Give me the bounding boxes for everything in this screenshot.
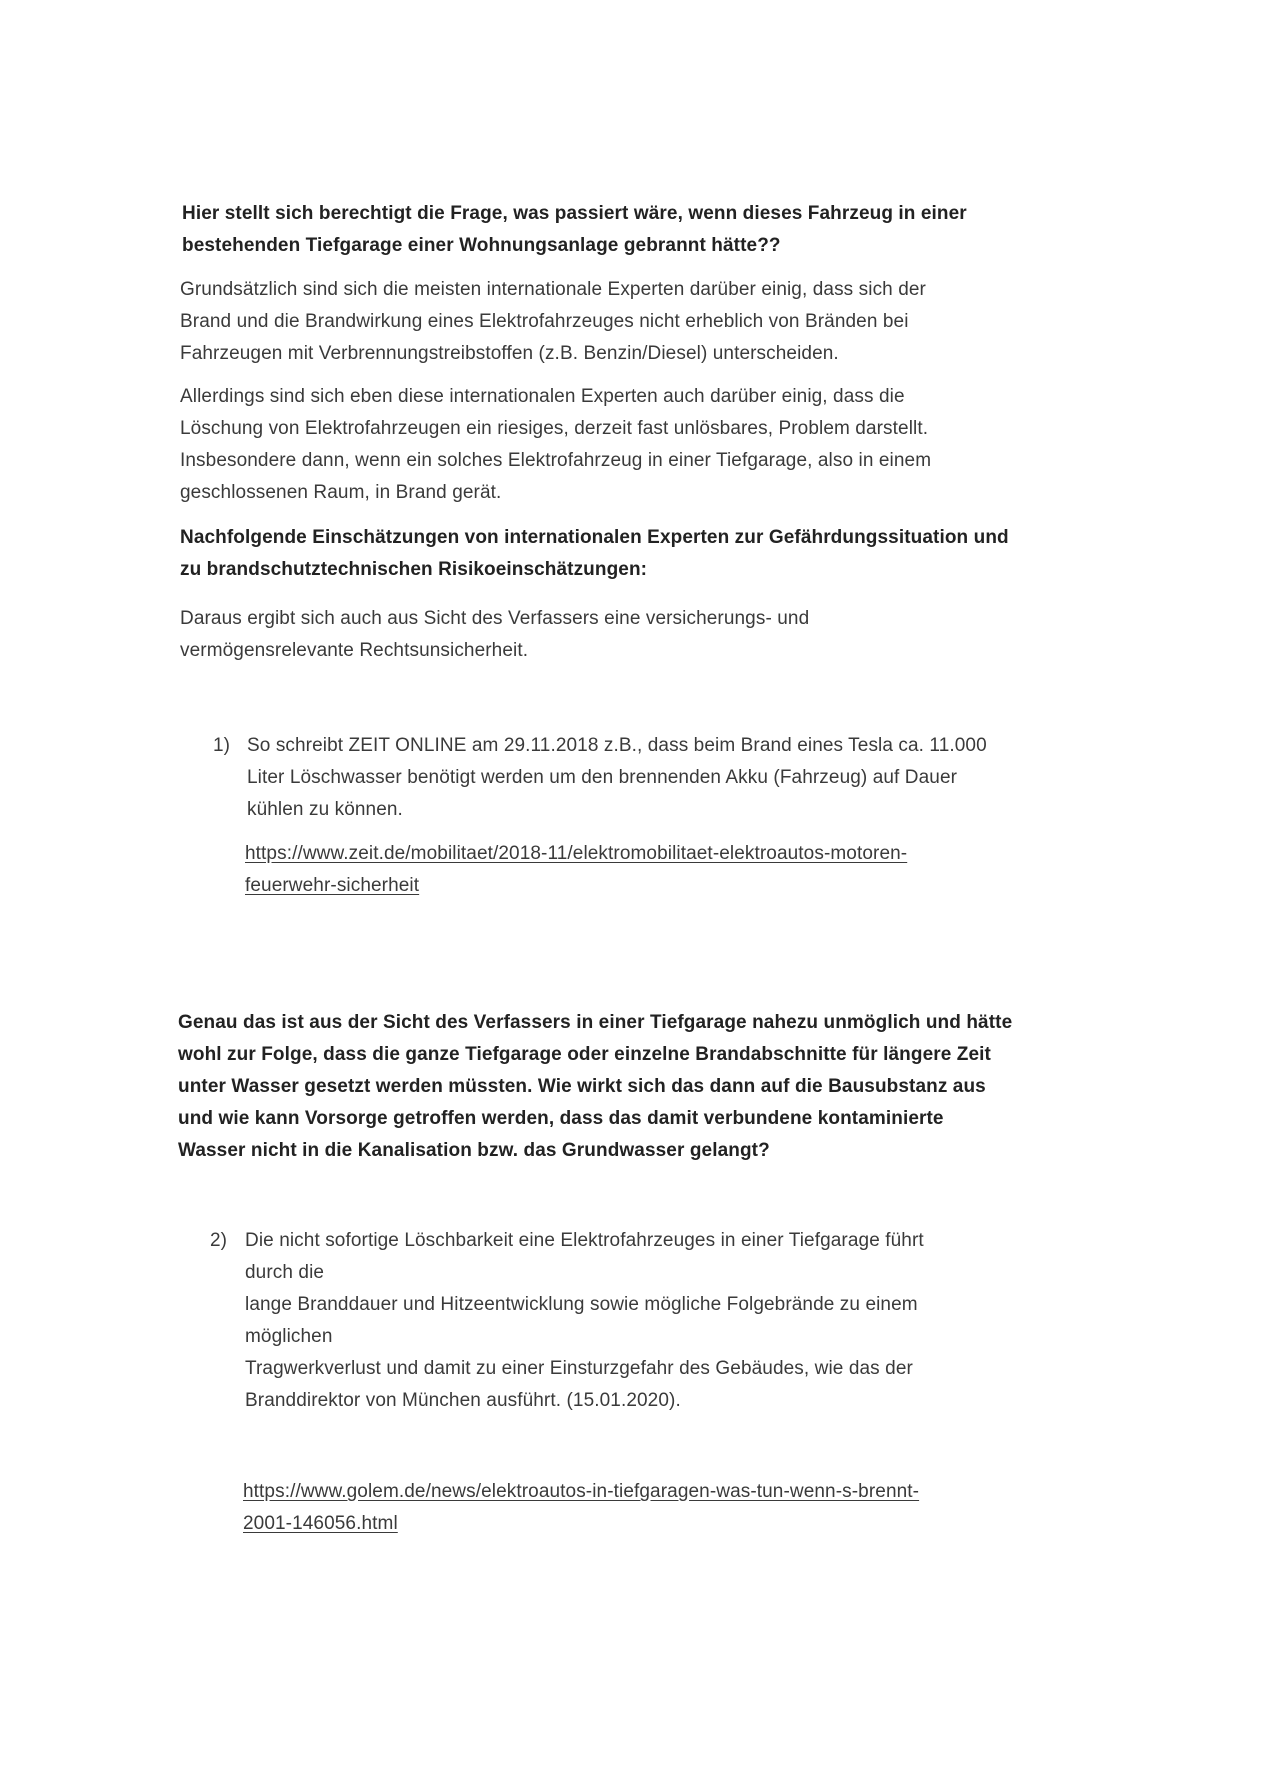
list-item-number: 1) (213, 735, 230, 756)
heading-assessments (180, 522, 1009, 586)
list-item-2 (245, 1225, 924, 1417)
paragraph-line: Löschung von Elektrofahrzeugen ein riesiges, derzeit fast unlösbares, Problem darstellt. (180, 418, 929, 439)
paragraph-line: wohl zur Folge, dass die ganze Tiefgarage oder einzelne Brandabschnitte für längere Zeit (178, 1044, 991, 1065)
golem-link-line[interactable]: 2001-146056.html (243, 1513, 398, 1534)
list-item-line: Branddirektor von München ausführt. (15.01.2020). (245, 1390, 681, 1411)
zeit-link[interactable] (245, 838, 907, 902)
paragraph-experts-agree (180, 274, 926, 370)
list-item-1 (247, 730, 987, 826)
intro-question-line: Hier stellt sich berechtigt die Frage, was passiert wäre, wenn dieses Fahrzeug in einer (182, 203, 967, 224)
list-item-line: Liter Löschwasser benötigt werden um den brennenden Akku (Fahrzeug) auf Dauer (247, 767, 958, 788)
paragraph-legal (180, 603, 809, 667)
intro-question (182, 198, 967, 262)
paragraph-author-view (178, 1007, 1012, 1167)
list-item-line: lange Branddauer und Hitzeentwicklung sowie mögliche Folgebrände zu einem (245, 1294, 918, 1315)
intro-question-line: bestehenden Tiefgarage einer Wohnungsanlage gebrannt hätte?? (182, 235, 781, 256)
list-item-number: 2) (210, 1230, 227, 1251)
golem-link[interactable] (243, 1476, 919, 1540)
heading-line: zu brandschutztechnischen Risikoeinschätzungen: (180, 559, 648, 580)
list-item-line: Tragwerkverlust und damit zu einer Einsturzgefahr des Gebäudes, wie das der (245, 1358, 913, 1379)
list-item-line: durch die (245, 1262, 325, 1283)
list-item-line: möglichen (245, 1326, 333, 1347)
paragraph-line: Insbesondere dann, wenn ein solches Elektrofahrzeug in einer Tiefgarage, also in einem (180, 450, 932, 471)
paragraph-line: geschlossenen Raum, in Brand gerät. (180, 482, 502, 503)
paragraph-line: Allerdings sind sich eben diese internationalen Experten auch darüber einig, dass die (180, 386, 905, 407)
paragraph-line: Brand und die Brandwirkung eines Elektrofahrzeuges nicht erheblich von Bränden bei (180, 311, 909, 332)
paragraph-line: unter Wasser gesetzt werden müssten. Wie wirkt sich das dann auf die Bausubstanz aus (178, 1076, 986, 1097)
paragraph-line: Genau das ist aus der Sicht des Verfassers in einer Tiefgarage nahezu unmöglich und hätte (178, 1012, 1013, 1033)
paragraph-line: Daraus ergibt sich auch aus Sicht des Verfassers eine versicherungs- und (180, 608, 810, 629)
list-item-line: kühlen zu können. (247, 799, 403, 820)
paragraph-line: Grundsätzlich sind sich die meisten internationale Experten darüber einig, dass sich der (180, 279, 926, 300)
zeit-link-line[interactable]: feuerwehr-sicherheit (245, 875, 420, 896)
paragraph-line: Wasser nicht in die Kanalisation bzw. das Grundwasser gelangt? (178, 1140, 770, 1161)
paragraph-line: und wie kann Vorsorge getroffen werden, dass das damit verbundene kontaminierte (178, 1108, 944, 1129)
paragraph-extinguishing (180, 381, 931, 509)
list-item-line: Die nicht sofortige Löschbarkeit eine Elektrofahrzeuges in einer Tiefgarage führt (245, 1230, 924, 1251)
zeit-link-line[interactable]: https://www.zeit.de/mobilitaet/2018-11/elektromobilitaet-elektroautos-motoren- (245, 843, 908, 864)
list-item-line: So schreibt ZEIT ONLINE am 29.11.2018 z.B., dass beim Brand eines Tesla ca. 11.000 (247, 735, 987, 756)
heading-line: Nachfolgende Einschätzungen von internationalen Experten zur Gefährdungssituation und (180, 527, 1009, 548)
paragraph-line: vermögensrelevante Rechtsunsicherheit. (180, 640, 529, 661)
paragraph-line: Fahrzeugen mit Verbrennungstreibstoffen (z.B. Benzin/Diesel) unterscheiden. (180, 343, 839, 364)
golem-link-line[interactable]: https://www.golem.de/news/elektroautos-in-tiefgaragen-was-tun-wenn-s-brennt- (243, 1481, 920, 1502)
